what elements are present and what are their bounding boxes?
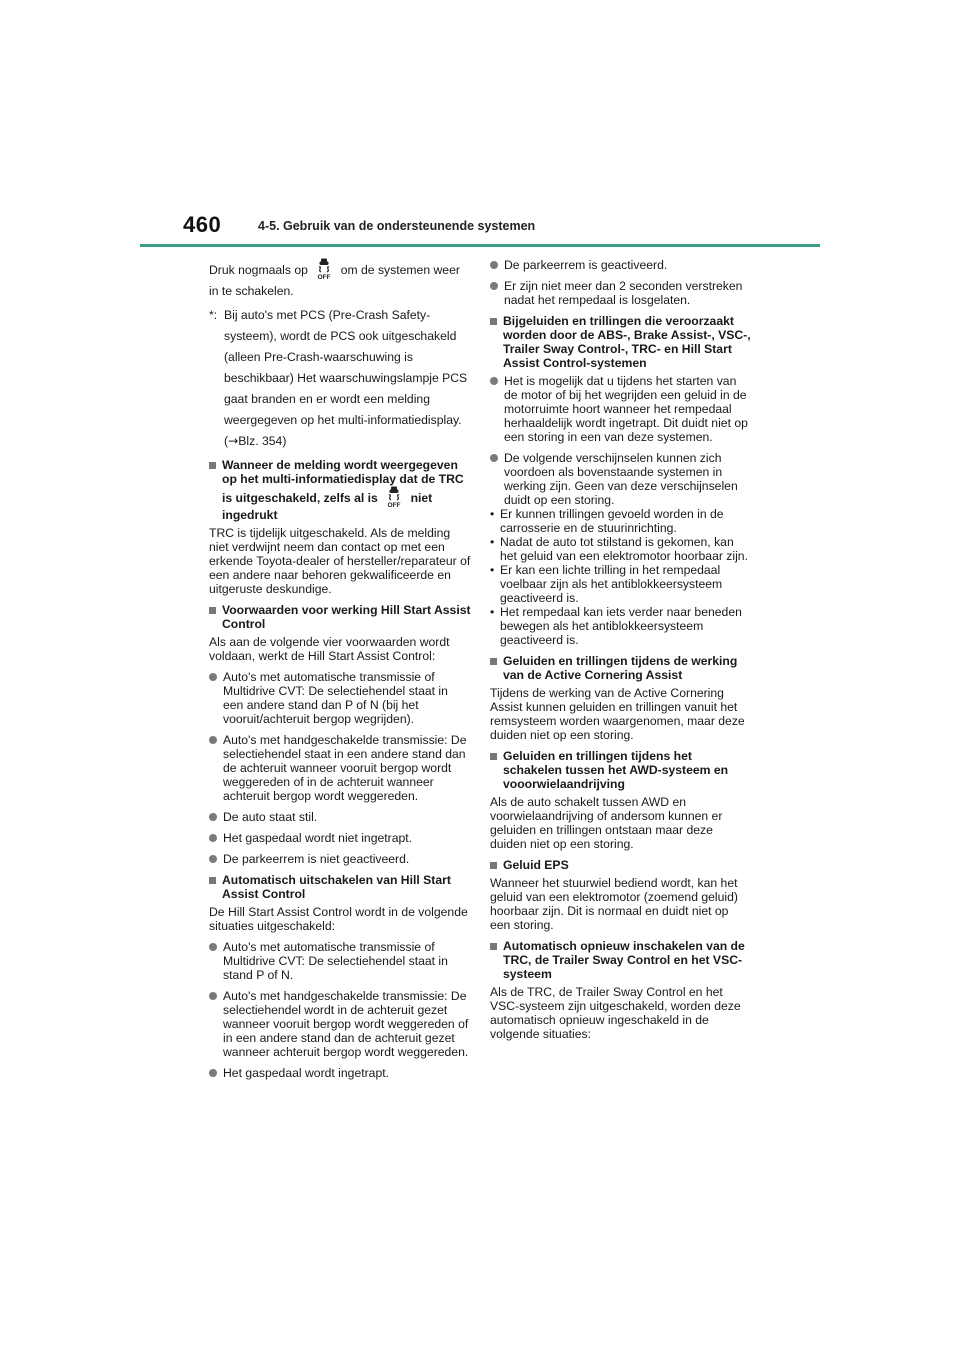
- heading-hill-start-auto-off: Automatisch uitschakelen van Hill Start Assist Control: [209, 873, 471, 901]
- heading-auto-reactivation: Automatisch opnieuw inschakelen van de TRC, de Trailer Sway Control en het VSC-systeem: [490, 939, 752, 981]
- round-bullet-icon: [490, 454, 498, 462]
- vehicle-skid-off-icon: [385, 486, 403, 508]
- list-item: Auto's met automatische transmissie of Multidrive CVT: De selectiehendel staat in een andere stand dan P of N (bij het vooruit/achteruit bergop wegrijden).: [209, 670, 471, 726]
- sub-list-item: • Er kunnen trillingen gevoeld worden in de carrosserie en de stuurinrichting.: [490, 507, 724, 535]
- list-item: Het is mogelijk dat u tijdens het starten van de motor of bij het wegrijden een geluid in de motorruimte hoort wanneer het rempedaal herhaaldelijk wordt ingetrapt. Dit duidt niet op een storing in een van deze systemen.: [490, 374, 752, 444]
- cornering-assist-paragraph: Tijdens de werking van de Active Cornering Assist kunnen geluiden en trillingen vanuit het remsysteem worden waargenomen, maar deze duiden niet op een storing.: [490, 686, 745, 742]
- intro-text-after: om de systemen weer in te schakelen.: [209, 263, 460, 298]
- intro-text-before: Druk nogmaals op: [209, 263, 308, 277]
- heading-trc-message: Wanneer de melding wordt weergegeven op het multi-informatiedisplay dat de TRC is uitgeschakeld, zelfs al is OFF niet ingedrukt: [209, 458, 471, 522]
- heading-hill-start-conditions: Voorwaarden voor werking Hill Start Assist Control: [209, 603, 471, 631]
- square-bullet-icon: [490, 753, 497, 760]
- auto-reactivation-paragraph: Als de TRC, de Trailer Sway Control en het VSC-systeem zijn uitgeschakeld, worden deze automatisch opnieuw ingeschakeld in de volgende situaties:: [490, 985, 741, 1041]
- list-item: Auto's met automatische transmissie of Multidrive CVT: De selectiehendel staat in stand P of N.: [209, 940, 471, 982]
- page-number: 460: [183, 212, 222, 237]
- list-item: De auto staat stil.: [209, 810, 471, 824]
- footnote-reference: (→Blz. 354): [224, 434, 287, 448]
- heading-system-noises: Bijgeluiden en trillingen die veroorzaakt worden door de ABS-, Brake Assist-, VSC-, Trailer Sway Control-, TRC- en Hill Start Assist Control-systemen: [490, 314, 752, 370]
- left-column: [209, 258, 471, 1087]
- list-item: Er zijn niet meer dan 2 seconden verstreken nadat het rempedaal is losgelaten.: [490, 279, 752, 307]
- square-bullet-icon: [490, 862, 497, 869]
- trc-message-paragraph: TRC is tijdelijk uitgeschakeld. Als de melding niet verdwijnt neem dan contact op met een erkende Toyota-dealer of hersteller/reparateur of een andere naar behoren gekwalificeerde en uitgeruste deskundige.: [209, 526, 471, 596]
- list-item: Het gaspedaal wordt ingetrapt.: [209, 1066, 471, 1080]
- header-rule: [140, 244, 820, 247]
- awd-switching-paragraph: Als de auto schakelt tussen AWD en voorwielaandrijving of andersom kunnen er geluiden en trillingen ontstaan maar deze duiden niet op een storing.: [490, 795, 723, 851]
- svg-text:OFF: OFF: [317, 274, 331, 280]
- eps-sound-paragraph: Wanneer het stuurwiel bediend wordt, kan het geluid van een elektromotor (zoemend geluid) hoorbaar zijn. Dit is normaal en duidt niet op een storing.: [490, 876, 738, 932]
- round-bullet-icon: [209, 736, 217, 744]
- hill-start-auto-off-paragraph: De Hill Start Assist Control wordt in de volgende situaties uitgeschakeld:: [209, 905, 468, 933]
- sub-list-item: • Er kan een lichte trilling in het rempedaal voelbaar zijn als het antiblokkeersysteem geactiveerd is.: [490, 563, 723, 605]
- heading-eps-sound: Geluid EPS: [490, 858, 752, 872]
- vehicle-skid-off-icon: [315, 258, 333, 280]
- list-item: Auto's met handgeschakelde transmissie: De selectiehendel staat in een andere stand dan de achteruit wanneer vooruit bergop wordt weggereden of in de achteruit wanneer achteruit bergop wordt weggereden.: [209, 733, 471, 803]
- round-bullet-icon: [209, 673, 217, 681]
- round-bullet-icon: [490, 282, 498, 290]
- arrow-right-icon: →: [228, 434, 239, 448]
- list-item: Het gaspedaal wordt niet ingetrapt.: [209, 831, 471, 845]
- list-item: De volgende verschijnselen kunnen zich voordoen als bovenstaande systemen in werking zijn. Geen van deze verschijnselen duidt op een storing.: [490, 451, 752, 507]
- square-bullet-icon: [490, 658, 497, 665]
- right-column: [490, 258, 752, 1048]
- hill-start-conditions-paragraph: Als aan de volgende vier voorwaarden wordt voldaan, werkt de Hill Start Assist Control:: [209, 635, 450, 663]
- round-bullet-icon: [209, 943, 217, 951]
- section-title: 4-5. Gebruik van de ondersteunende systemen: [258, 219, 536, 233]
- round-bullet-icon: [209, 834, 217, 842]
- square-bullet-icon: [490, 318, 497, 325]
- footnote-text: Bij auto's met PCS (Pre-Crash Safety-systeem), wordt de PCS ook uitgeschakeld (alleen Pre-Crash-waarschuwing is beschikbaar) Het waarschuwingslampje PCS gaat branden en er wordt een melding weergegeven op het multi-informatiedisplay. (→Blz. 354): [224, 308, 468, 448]
- svg-text:OFF: OFF: [387, 502, 401, 508]
- round-bullet-icon: [490, 261, 498, 269]
- intro-paragraph: [209, 258, 471, 302]
- square-bullet-icon: [490, 943, 497, 950]
- sub-list-item: • Het rempedaal kan iets verder naar beneden bewegen als het antiblokkeersysteem geactiveerd is.: [490, 605, 742, 647]
- round-bullet-icon: [209, 992, 217, 1000]
- square-bullet-icon: [209, 877, 216, 884]
- square-bullet-icon: [209, 462, 216, 469]
- footnote-mark: *:: [209, 308, 218, 322]
- sub-list: [490, 507, 752, 647]
- round-bullet-icon: [209, 813, 217, 821]
- heading-awd-switching: Geluiden en trillingen tijdens het schakelen tussen het AWD-systeem en vooorwielaandrijving: [490, 749, 752, 791]
- round-bullet-icon: [209, 855, 217, 863]
- heading-cornering-assist: Geluiden en trillingen tijdens de werking van de Active Cornering Assist: [490, 654, 752, 682]
- sub-list-item: • Nadat de auto tot stilstand is gekomen, kan het geluid van een elektromotor hoorbaar zijn.: [490, 535, 748, 563]
- square-bullet-icon: [209, 607, 216, 614]
- round-bullet-icon: [209, 1069, 217, 1077]
- list-item: De parkeerrem is niet geactiveerd.: [209, 852, 471, 866]
- footnote: [209, 305, 471, 452]
- round-bullet-icon: [490, 377, 498, 385]
- list-item: De parkeerrem is geactiveerd.: [490, 258, 752, 272]
- list-item: Auto's met handgeschakelde transmissie: De selectiehendel wordt in de achteruit gezet wanneer vooruit bergop wordt weggereden of in een andere stand dan de achteruit gezet wanneer achteruit bergop wordt weggereden.: [209, 989, 471, 1059]
